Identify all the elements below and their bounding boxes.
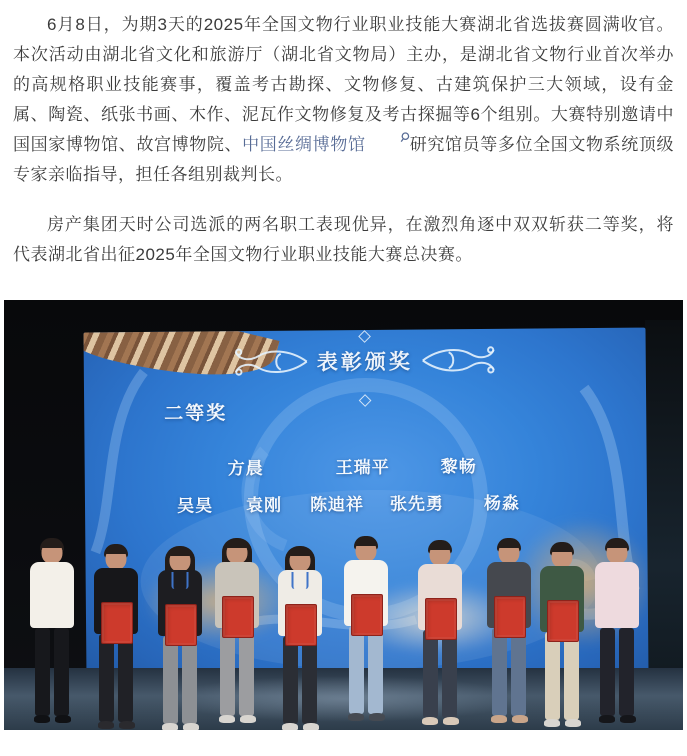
certificate bbox=[351, 594, 383, 636]
certificate bbox=[494, 596, 526, 638]
flourish-left-icon bbox=[233, 344, 309, 379]
search-icon[interactable] bbox=[366, 132, 410, 143]
certificate bbox=[101, 602, 133, 644]
awardee-name: 陈迪祥 bbox=[309, 495, 365, 515]
screen-title-banner bbox=[233, 343, 497, 379]
person-9 bbox=[539, 542, 585, 730]
awardee-name: 黎畅 bbox=[440, 457, 477, 477]
article-body bbox=[0, 0, 687, 270]
awardee-name: 方晨 bbox=[227, 458, 264, 479]
certificate bbox=[222, 596, 254, 638]
certificate bbox=[547, 600, 579, 642]
person-head bbox=[42, 541, 63, 564]
person-torso bbox=[595, 562, 639, 628]
flourish-right-icon bbox=[421, 343, 497, 378]
person-head bbox=[499, 541, 520, 564]
stage-wall bbox=[645, 320, 683, 670]
person-head bbox=[106, 547, 127, 570]
award-tier-label: 二等奖 bbox=[164, 403, 228, 425]
paragraph-text: 研究馆员等多位全国文物系统顶级专家亲临指导，担任各组别裁判长。 bbox=[13, 135, 675, 184]
person-4 bbox=[214, 538, 260, 728]
person-5 bbox=[277, 546, 323, 730]
awardee-name: 王瑞平 bbox=[335, 457, 390, 478]
person-7 bbox=[417, 540, 463, 730]
ceremony-photo[interactable] bbox=[4, 300, 683, 730]
stage-background bbox=[4, 300, 683, 730]
paragraph bbox=[13, 10, 674, 190]
person-head bbox=[170, 549, 191, 572]
person-6 bbox=[343, 536, 389, 726]
person-head bbox=[290, 549, 311, 572]
awardee-name: 袁刚 bbox=[245, 495, 283, 516]
person-1 bbox=[29, 538, 75, 728]
person-torso bbox=[30, 562, 74, 628]
person-10 bbox=[594, 538, 640, 728]
awardee-name: 杨淼 bbox=[483, 493, 521, 513]
person-head bbox=[356, 539, 377, 562]
certificate bbox=[165, 604, 197, 646]
person-8 bbox=[486, 538, 532, 728]
certificate bbox=[285, 604, 317, 646]
awardee-name: 张先勇 bbox=[389, 494, 445, 514]
person-head bbox=[607, 541, 628, 564]
museum-link[interactable]: 中国丝绸博物馆 bbox=[242, 135, 366, 154]
person-3 bbox=[157, 546, 203, 730]
paragraph-text: 6月8日，为期3天的2025年全国文物行业职业技能大赛湖北省选拔赛圆满收官。本次活动由湖北省文化和旅游厅（湖北省文物局）主办，是湖北省文物行业首次举办的高规格职业技能赛事，覆盖考古勘探、文物修复、古建筑保护三大领域，设有金属、陶瓷、纸张书画、木作、泥瓦作文物修复及考古探掘等6个组别。大赛特别邀请中国国家博物馆、故宫博物院、 bbox=[13, 15, 674, 154]
person-head bbox=[552, 545, 573, 568]
person-head bbox=[227, 541, 248, 564]
screen-title: 表彰颁奖 bbox=[316, 350, 413, 375]
paragraph: 房产集团天时公司选派的两名职工表现优异，在激烈角逐中双双斩获二等奖，将代表湖北省出征2025年全国文物行业职业技能大赛总决赛。 bbox=[13, 215, 674, 264]
awardee-name: 吴昊 bbox=[176, 496, 214, 516]
person-2 bbox=[93, 544, 139, 730]
person-head bbox=[430, 543, 451, 566]
certificate bbox=[425, 598, 457, 640]
